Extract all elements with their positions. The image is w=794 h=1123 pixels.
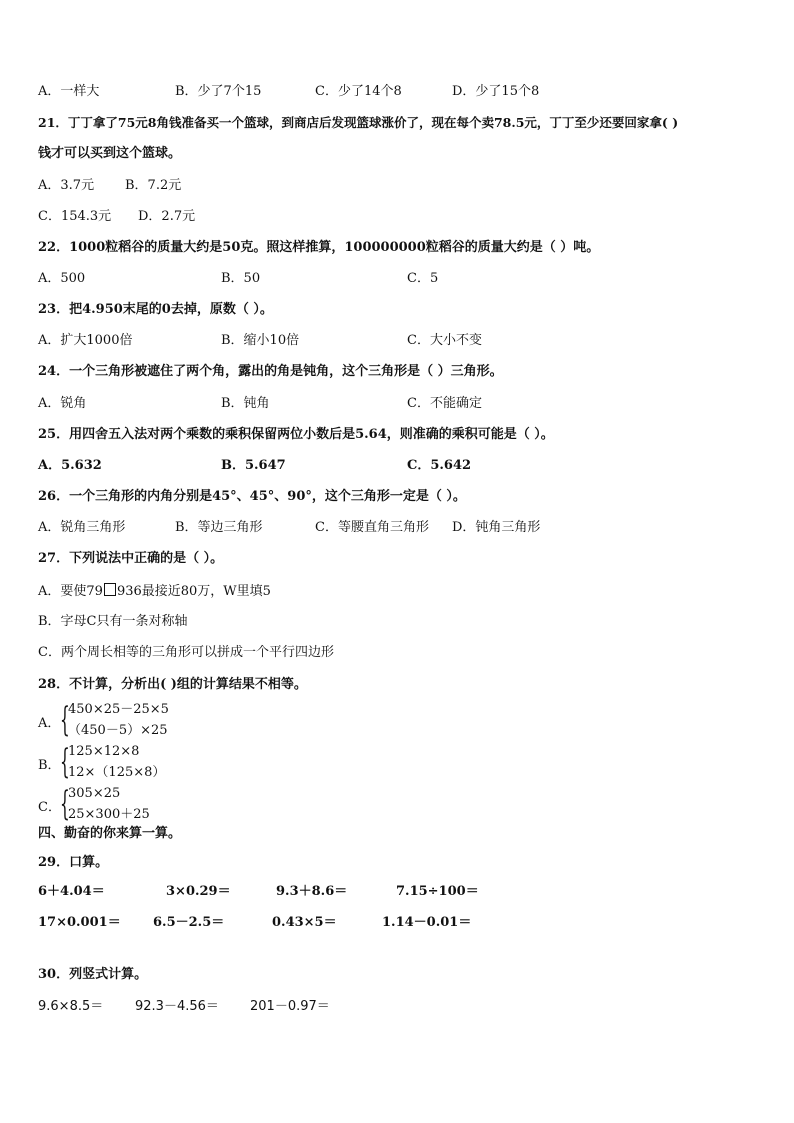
q24-option-a: A．锐角: [38, 396, 87, 411]
q24-option-c: C．不能确定: [407, 396, 482, 411]
q27-option-a-post: 936最接近80万，W里填5: [116, 584, 271, 599]
blank-square-icon: [104, 583, 116, 596]
q29-item-3: 9.3＋8.6＝: [276, 884, 348, 899]
q23-option-b: B．缩小10倍: [221, 333, 300, 348]
q26-option-b: B．等边三角形: [175, 520, 263, 535]
q20-option-b: B．少了7个15: [175, 84, 262, 99]
q24-option-b: B．钝角: [221, 396, 270, 411]
q26-stem: 26．一个三角形的内角分别是45°、45°、90°，这个三角形一定是（ ）。: [38, 489, 466, 504]
q21-option-b: B．7.2元: [125, 178, 182, 193]
q29-item-4: 7.15÷100＝: [396, 884, 479, 899]
q28-group-b-row2: 12×（125×8）: [68, 765, 166, 780]
q23-option-a: A．扩大1000倍: [38, 333, 133, 348]
q27-option-b: B．字母C只有一条对称轴: [38, 614, 188, 629]
q23-option-c: C．大小不变: [407, 333, 482, 348]
q26-option-c: C．等腰直角三角形: [315, 520, 429, 535]
q28-group-c-row2: 25×300＋25: [68, 807, 150, 822]
left-brace-icon: {: [60, 700, 70, 740]
q28-group-a: [38, 700, 338, 742]
q28-group-c-label: C．: [38, 800, 61, 815]
q28-group-a-label: A．: [38, 716, 61, 731]
q29-item-8: 1.14－0.01＝: [382, 915, 472, 930]
q28-stem: 28．不计算，分析出( )组的计算结果不相等。: [38, 677, 307, 692]
q24-stem: 24．一个三角形被遮住了两个角，露出的角是钝角，这个三角形是（ ）三角形。: [38, 364, 503, 379]
q26-option-a: A．锐角三角形: [38, 520, 126, 535]
q21-option-d: D．2.7元: [138, 209, 196, 224]
q22-stem: 22．1000粒稻谷的质量大约是50克。照这样推算，100000000粒稻谷的质量大约是（ ）吨。: [38, 240, 600, 255]
q29-item-2: 3×0.29＝: [166, 884, 231, 899]
q28-group-c: [38, 784, 338, 826]
q22-option-a: A．500: [38, 271, 86, 286]
q25-option-a: A．5.632: [38, 458, 102, 473]
q28-group-b: [38, 742, 338, 784]
q27-stem: 27．下列说法中正确的是（ ）。: [38, 551, 224, 566]
q20-option-d: D．少了15个8: [452, 84, 540, 99]
left-brace-icon: {: [60, 742, 70, 782]
q28-group-c-row1: 305×25: [68, 786, 121, 801]
q29-item-7: 0.43×5＝: [272, 915, 337, 930]
q23-stem: 23．把4.950末尾的0去掉，原数（ ）。: [38, 302, 273, 317]
q25-stem: 25．用四舍五入法对两个乘数的乘积保留两位小数后是5.64，则准确的乘积可能是（ ）。: [38, 427, 554, 442]
q20-option-c: C．少了14个8: [315, 84, 402, 99]
q20-option-a: A．一样大: [38, 84, 100, 99]
q28-group-b-row1: 125×12×8: [68, 744, 140, 759]
q29-item-5: 17×0.001＝: [38, 915, 121, 930]
q21-option-c: C．154.3元: [38, 209, 112, 224]
q29-stem: 29．口算。: [38, 855, 109, 870]
q22-option-c: C．5: [407, 271, 439, 286]
q29-item-1: 6＋4.04＝: [38, 884, 105, 899]
q27-option-c: C．两个周长相等的三角形可以拼成一个平行四边形: [38, 645, 334, 660]
q25-option-b: B．5.647: [221, 458, 286, 473]
q30-item-2: 92.3－4.56＝: [135, 999, 219, 1014]
q30-stem: 30．列竖式计算。: [38, 967, 148, 982]
q30-item-1: 9.6×8.5＝: [38, 999, 104, 1014]
q21-option-a: A．3.7元: [38, 178, 95, 193]
q28-group-b-label: B．: [38, 758, 61, 773]
left-brace-icon: {: [60, 784, 70, 824]
q27-option-a: [38, 583, 271, 600]
q21-stem-line1: 21．丁丁拿了75元8角钱准备买一个篮球，到商店后发现篮球涨价了，现在每个卖78.5元，丁丁至少还要回家拿( ): [38, 115, 679, 130]
q25-option-c: C．5.642: [407, 458, 472, 473]
q29-item-6: 6.5－2.5＝: [153, 915, 225, 930]
q22-option-b: B．50: [221, 271, 261, 286]
q28-group-a-row1: 450×25－25×5: [68, 702, 169, 717]
q26-option-d: D．钝角三角形: [452, 520, 541, 535]
q28-group-a-row2: （450－5）×25: [68, 723, 168, 738]
section-4-title: 四、勤奋的你来算一算。: [38, 826, 182, 841]
q21-stem-line2: 钱才可以买到这个篮球。: [38, 146, 182, 161]
q30-item-3: 201－0.97＝: [250, 999, 330, 1014]
q27-option-a-pre: A．要使79: [38, 584, 103, 599]
